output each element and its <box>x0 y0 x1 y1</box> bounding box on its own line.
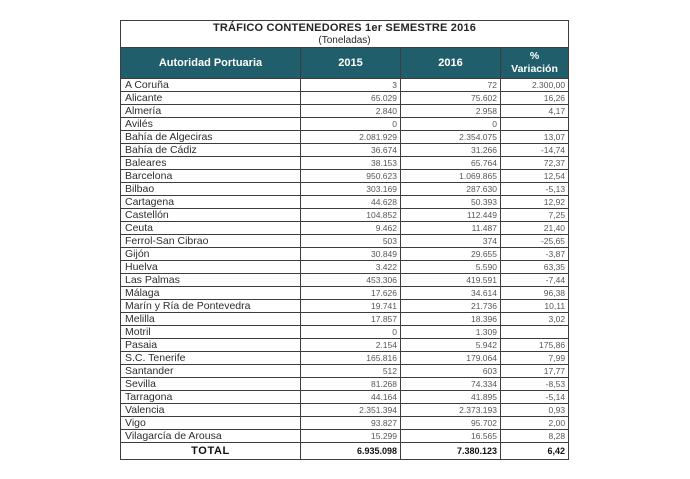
value-2015-cell: 36.674 <box>301 144 401 157</box>
value-2016-cell: 287.630 <box>401 183 501 196</box>
port-name-cell: Vigo <box>121 417 301 430</box>
table-row <box>121 287 569 300</box>
column-header-row <box>121 48 569 79</box>
table-row <box>121 274 569 287</box>
value-2016-cell: 75.602 <box>401 92 501 105</box>
value-2015-cell: 165.816 <box>301 352 401 365</box>
port-name-cell: Castellón <box>121 209 301 222</box>
table-row <box>121 300 569 313</box>
port-name-cell: Huelva <box>121 261 301 274</box>
table-row <box>121 352 569 365</box>
col-header-2016: 2016 <box>401 48 501 79</box>
port-name-cell: Almería <box>121 105 301 118</box>
variation-cell: -7,44 <box>501 274 569 287</box>
table-row <box>121 430 569 443</box>
port-name-cell: Motril <box>121 326 301 339</box>
value-2015-cell: 9.462 <box>301 222 401 235</box>
value-2015-cell: 0 <box>301 118 401 131</box>
table-row <box>121 196 569 209</box>
table-row <box>121 131 569 144</box>
port-name-cell: S.C. Tenerife <box>121 352 301 365</box>
variation-cell: -8,53 <box>501 378 569 391</box>
variation-cell: 10,11 <box>501 300 569 313</box>
table-row <box>121 209 569 222</box>
port-name-cell: Santander <box>121 365 301 378</box>
value-2015-cell: 512 <box>301 365 401 378</box>
variation-cell: -14,74 <box>501 144 569 157</box>
variation-cell: 4,17 <box>501 105 569 118</box>
port-name-cell: Marín y Ría de Pontevedra <box>121 300 301 313</box>
table-row <box>121 79 569 92</box>
variation-cell: 12,92 <box>501 196 569 209</box>
port-name-cell: Málaga <box>121 287 301 300</box>
table-row <box>121 378 569 391</box>
table-row <box>121 157 569 170</box>
value-2016-cell: 34.614 <box>401 287 501 300</box>
value-2016-cell: 65.764 <box>401 157 501 170</box>
table-row <box>121 261 569 274</box>
variation-cell <box>501 326 569 339</box>
table-title: TRÁFICO CONTENEDORES 1er SEMESTRE 2016 <box>212 21 477 34</box>
value-2016-cell: 112.449 <box>401 209 501 222</box>
port-name-cell: Bilbao <box>121 183 301 196</box>
variation-cell: -25,65 <box>501 235 569 248</box>
value-2015-cell: 44.628 <box>301 196 401 209</box>
value-2015-cell: 950.623 <box>301 170 401 183</box>
value-2015-cell: 303.169 <box>301 183 401 196</box>
value-2016-cell: 74.334 <box>401 378 501 391</box>
value-2016-cell: 31.266 <box>401 144 501 157</box>
value-2016-cell: 179.064 <box>401 352 501 365</box>
port-name-cell: Bahía de Cádiz <box>121 144 301 157</box>
value-2015-cell: 30.849 <box>301 248 401 261</box>
variation-cell: -5,13 <box>501 183 569 196</box>
table-row <box>121 248 569 261</box>
port-name-cell: Gijón <box>121 248 301 261</box>
variation-cell: 12,54 <box>501 170 569 183</box>
value-2015-cell: 17.857 <box>301 313 401 326</box>
value-2016-cell: 2.958 <box>401 105 501 118</box>
value-2016-cell: 603 <box>401 365 501 378</box>
port-name-cell: Baleares <box>121 157 301 170</box>
value-2016-cell: 5.942 <box>401 339 501 352</box>
total-2015-cell: 6.935.098 <box>301 443 401 460</box>
value-2015-cell: 104.852 <box>301 209 401 222</box>
total-variation-cell: 6,42 <box>501 443 569 460</box>
variation-cell: -3,87 <box>501 248 569 261</box>
port-name-cell: Melilla <box>121 313 301 326</box>
variation-cell: 63,35 <box>501 261 569 274</box>
table-row <box>121 417 569 430</box>
table-body <box>121 79 569 443</box>
value-2016-cell: 41.895 <box>401 391 501 404</box>
variation-cell: 3,02 <box>501 313 569 326</box>
container-traffic-table <box>120 20 569 460</box>
port-name-cell: Avilés <box>121 118 301 131</box>
value-2015-cell: 2.154 <box>301 339 401 352</box>
table-row <box>121 391 569 404</box>
value-2016-cell: 11.487 <box>401 222 501 235</box>
table-row <box>121 313 569 326</box>
value-2016-cell: 95.702 <box>401 417 501 430</box>
value-2015-cell: 19.741 <box>301 300 401 313</box>
value-2016-cell: 2.373.193 <box>401 404 501 417</box>
table-container <box>120 20 569 460</box>
variation-cell: 72,37 <box>501 157 569 170</box>
value-2015-cell: 3.422 <box>301 261 401 274</box>
table-row <box>121 326 569 339</box>
value-2015-cell: 65.029 <box>301 92 401 105</box>
variation-cell: 7,25 <box>501 209 569 222</box>
variation-cell: 16,26 <box>501 92 569 105</box>
table-row <box>121 144 569 157</box>
variation-cell: 7,99 <box>501 352 569 365</box>
port-name-cell: A Coruña <box>121 79 301 92</box>
variation-cell: 13,07 <box>501 131 569 144</box>
value-2016-cell: 0 <box>401 118 501 131</box>
value-2016-cell: 5.590 <box>401 261 501 274</box>
value-2015-cell: 17.626 <box>301 287 401 300</box>
table-row <box>121 92 569 105</box>
variation-cell: 96,38 <box>501 287 569 300</box>
value-2015-cell: 0 <box>301 326 401 339</box>
variation-cell: 2.300,00 <box>501 79 569 92</box>
variation-cell <box>501 118 569 131</box>
variation-cell: 17,77 <box>501 365 569 378</box>
total-2016-cell: 7.380.123 <box>401 443 501 460</box>
port-name-cell: Sevilla <box>121 378 301 391</box>
title-row <box>121 21 569 48</box>
value-2015-cell: 93.827 <box>301 417 401 430</box>
value-2015-cell: 3 <box>301 79 401 92</box>
value-2016-cell: 16.565 <box>401 430 501 443</box>
table-row <box>121 105 569 118</box>
port-name-cell: Alicante <box>121 92 301 105</box>
variation-cell: 21,40 <box>501 222 569 235</box>
variation-cell: 175,86 <box>501 339 569 352</box>
value-2015-cell: 15.299 <box>301 430 401 443</box>
table-row <box>121 170 569 183</box>
variation-cell: 2,00 <box>501 417 569 430</box>
variation-cell: -5,14 <box>501 391 569 404</box>
value-2015-cell: 503 <box>301 235 401 248</box>
value-2015-cell: 81.268 <box>301 378 401 391</box>
col-header-autoridad-portuaria: Autoridad Portuaria <box>121 48 301 79</box>
value-2015-cell: 44.164 <box>301 391 401 404</box>
value-2016-cell: 419.591 <box>401 274 501 287</box>
value-2015-cell: 2.351.394 <box>301 404 401 417</box>
port-name-cell: Ferrol-San Cibrao <box>121 235 301 248</box>
port-name-cell: Las Palmas <box>121 274 301 287</box>
total-label-cell: TOTAL <box>121 443 301 460</box>
table-row <box>121 118 569 131</box>
table-row <box>121 222 569 235</box>
port-name-cell: Tarragona <box>121 391 301 404</box>
value-2016-cell: 1.069.865 <box>401 170 501 183</box>
table-row <box>121 183 569 196</box>
title-cell <box>121 21 569 48</box>
port-name-cell: Barcelona <box>121 170 301 183</box>
value-2016-cell: 2.354.075 <box>401 131 501 144</box>
value-2016-cell: 1.309 <box>401 326 501 339</box>
variation-cell: 8,28 <box>501 430 569 443</box>
port-name-cell: Valencia <box>121 404 301 417</box>
port-name-cell: Bahía de Algeciras <box>121 131 301 144</box>
port-name-cell: Cartagena <box>121 196 301 209</box>
table-subtitle: (Toneladas) <box>318 34 371 46</box>
table-row <box>121 404 569 417</box>
value-2016-cell: 18.396 <box>401 313 501 326</box>
value-2016-cell: 21.736 <box>401 300 501 313</box>
value-2016-cell: 374 <box>401 235 501 248</box>
value-2015-cell: 38.153 <box>301 157 401 170</box>
total-row <box>121 443 569 460</box>
value-2016-cell: 29.655 <box>401 248 501 261</box>
col-header-2015: 2015 <box>301 48 401 79</box>
table-row <box>121 365 569 378</box>
port-name-cell: Pasaia <box>121 339 301 352</box>
col-header-variacion: % Variación <box>501 48 569 79</box>
value-2016-cell: 72 <box>401 79 501 92</box>
port-name-cell: Vilagarcía de Arousa <box>121 430 301 443</box>
value-2015-cell: 2.081.929 <box>301 131 401 144</box>
value-2015-cell: 453.306 <box>301 274 401 287</box>
value-2015-cell: 2.840 <box>301 105 401 118</box>
table-row <box>121 339 569 352</box>
table-row <box>121 235 569 248</box>
port-name-cell: Ceuta <box>121 222 301 235</box>
value-2016-cell: 50.393 <box>401 196 501 209</box>
variation-cell: 0,93 <box>501 404 569 417</box>
